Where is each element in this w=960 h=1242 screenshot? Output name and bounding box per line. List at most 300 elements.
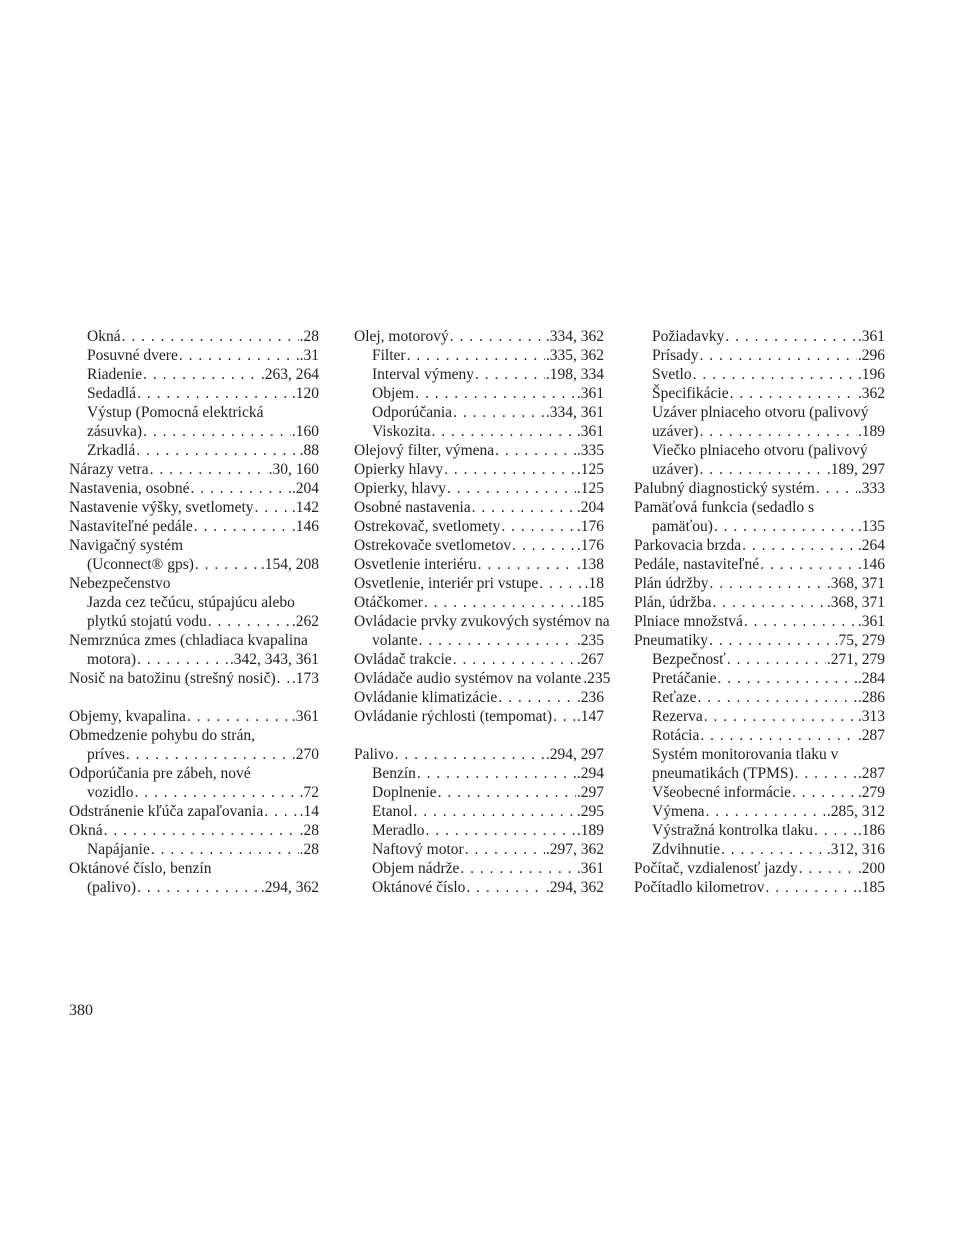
entry-text: Objem nádrže	[372, 860, 460, 877]
index-subentry	[634, 840, 885, 859]
dot-leader	[465, 840, 545, 859]
page-reference: .146	[857, 556, 885, 573]
entry-text: Ovládanie rýchlosti (tempomat)	[354, 708, 552, 725]
page-reference: .189	[857, 423, 885, 440]
index-subentry-heading: Systém monitorovania tlaku v	[652, 746, 839, 763]
page-reference: .125	[576, 480, 604, 497]
page-reference: .334, 361	[545, 404, 604, 421]
index-subentry	[634, 517, 885, 536]
dot-leader	[697, 688, 856, 707]
index-subentry-heading: Jazda cez tečúcu, stúpajúcu alebo	[87, 594, 295, 611]
page-reference: .361	[857, 328, 885, 345]
page-reference: .297	[576, 784, 604, 801]
dot-leader	[126, 745, 291, 764]
page-reference: .335	[576, 442, 604, 459]
index-entry	[354, 688, 604, 707]
dot-leader	[765, 878, 856, 897]
dot-leader	[407, 346, 545, 365]
index-subentry	[69, 650, 319, 669]
dot-leader	[706, 802, 826, 821]
page-reference: .342, 343, 361	[229, 651, 319, 668]
entry-text: Všeobecné informácie	[652, 784, 792, 801]
section-gap	[354, 726, 604, 745]
page-number: 380	[69, 1002, 93, 1019]
dot-leader	[742, 536, 857, 555]
entry-text: Zrkadlá	[87, 442, 136, 459]
index-subentry	[69, 327, 319, 346]
index-entry	[354, 479, 604, 498]
entry-text: Odstránenie kľúča zapaľovania	[69, 803, 264, 820]
index-entry	[634, 593, 885, 612]
dot-leader	[795, 764, 857, 783]
index-subentry	[69, 840, 319, 859]
entry-text: Benzín	[372, 765, 416, 782]
dot-leader	[104, 821, 299, 840]
entry-text: Nastaviteľné pedále	[69, 518, 193, 535]
index-subentry	[354, 821, 604, 840]
dot-leader	[135, 783, 299, 802]
dot-leader	[699, 460, 825, 479]
dot-leader	[460, 859, 576, 878]
dot-leader	[264, 802, 298, 821]
index-entry-heading: Odporúčania pre zábeh, nové	[69, 765, 251, 782]
dot-leader	[760, 555, 857, 574]
index-subentry	[634, 460, 885, 479]
dot-leader	[700, 726, 857, 745]
index-subentry	[69, 422, 319, 441]
page-reference: .285, 312	[826, 803, 885, 820]
page-reference: .138	[576, 556, 604, 573]
index-subentry	[634, 669, 885, 688]
entry-text: Požiadavky	[652, 328, 725, 345]
page-reference: .294, 362	[545, 879, 604, 896]
index-entry	[69, 460, 319, 479]
dot-leader	[424, 593, 576, 612]
entry-text: Osvetlenie, interiér pri vstupe	[354, 575, 539, 592]
index-subentry	[354, 878, 604, 897]
dot-leader	[799, 859, 857, 878]
dot-leader	[417, 764, 576, 783]
page-reference: .295	[576, 803, 604, 820]
dot-leader	[816, 479, 857, 498]
page-reference: .235	[576, 632, 604, 649]
entry-text: Ostrekovače svetlometov	[354, 537, 512, 554]
page-reference: .279	[857, 784, 885, 801]
section-gap	[69, 688, 319, 707]
page-reference: .147	[576, 708, 604, 725]
entry-text: Reťaze	[652, 689, 697, 706]
entry-text: Nosič na batožinu (strešný nosič)	[69, 670, 276, 687]
entry-text: volante	[372, 632, 418, 649]
dot-leader	[501, 517, 576, 536]
dot-leader	[727, 650, 826, 669]
dot-leader	[426, 821, 576, 840]
index-subentry	[69, 384, 319, 403]
index-subentry	[69, 441, 319, 460]
index-entry-heading: Ovládacie prvky zvukových systémov na	[354, 613, 610, 630]
page-reference: .313	[857, 708, 885, 725]
entry-text: Objem	[372, 385, 415, 402]
dot-leader	[415, 384, 576, 403]
index-entry	[69, 517, 319, 536]
page-reference: .361	[857, 613, 885, 630]
index-subentry	[634, 346, 885, 365]
page-reference: .267	[576, 651, 604, 668]
page-reference: .236	[576, 689, 604, 706]
page-reference: .120	[291, 385, 319, 402]
entry-text: vozidlo	[87, 784, 134, 801]
index-subentry	[634, 384, 885, 403]
entry-text: Pneumatiky	[634, 632, 709, 649]
index-subentry	[354, 802, 604, 821]
entry-text: Interval výmeny	[372, 366, 475, 383]
entry-text: Napájanie	[87, 841, 150, 858]
index-subentry	[69, 365, 319, 384]
page-reference: .189	[576, 822, 604, 839]
index-entry	[634, 574, 885, 593]
page-reference: .14	[299, 803, 319, 820]
page-reference: .361	[291, 708, 319, 725]
dot-leader	[194, 517, 291, 536]
index-entry	[354, 327, 604, 346]
index-subentry	[354, 346, 604, 365]
index-subentry-heading: Výstup (Pomocná elektrická	[87, 404, 264, 421]
index-entry	[634, 859, 885, 878]
dot-leader	[450, 327, 545, 346]
page-reference: .270	[291, 746, 319, 763]
entry-text: (Uconnect® gps)	[87, 556, 194, 573]
index-entry	[354, 517, 604, 536]
dot-leader	[712, 593, 825, 612]
index-subentry	[634, 365, 885, 384]
index-subentry	[354, 631, 604, 650]
page-reference: .287	[857, 727, 885, 744]
entry-text: uzáver)	[652, 461, 699, 478]
index-subentry	[354, 365, 604, 384]
entry-text: Palubný diagnostický systém	[634, 480, 815, 497]
entry-text: Etanol	[372, 803, 413, 820]
index-entry	[634, 536, 885, 555]
dot-leader	[495, 441, 576, 460]
entry-text: Plán, údržba	[634, 594, 712, 611]
entry-text: uzáver)	[652, 423, 699, 440]
page-reference: .361	[576, 423, 604, 440]
page-reference: .176	[576, 537, 604, 554]
index-subentry	[354, 422, 604, 441]
entry-text: Olej, motorový	[354, 328, 449, 345]
index-subentry	[354, 403, 604, 422]
page-reference: .160	[291, 423, 319, 440]
entry-text: Plniace množstvá	[634, 613, 743, 630]
page-reference: .264	[857, 537, 885, 554]
entry-text: zásuvka)	[87, 423, 143, 440]
dot-leader	[512, 536, 576, 555]
page-reference: .189, 297	[826, 461, 885, 478]
entry-text: Okná	[87, 328, 121, 345]
page-reference: .30, 160	[268, 461, 319, 478]
page-reference: .287	[857, 765, 885, 782]
entry-text: Nastavenia, osobné	[69, 480, 190, 497]
index-entry	[354, 593, 604, 612]
page-reference: .312, 316	[826, 841, 885, 858]
entry-text: Ovládače audio systémov na volante	[354, 670, 582, 687]
dot-leader	[136, 441, 298, 460]
entry-text: (palivo)	[87, 879, 137, 896]
index-subentry	[634, 764, 885, 783]
dot-leader	[137, 384, 291, 403]
entry-text: Plán údržby	[634, 575, 709, 592]
index-subentry	[69, 346, 319, 365]
dot-leader	[730, 384, 857, 403]
entry-text: Rezerva	[652, 708, 703, 725]
page-reference: .186	[857, 822, 885, 839]
entry-text: Viskozita	[372, 423, 431, 440]
dot-leader	[137, 650, 229, 669]
page-reference: .28	[299, 841, 319, 858]
entry-text: motora)	[87, 651, 137, 668]
dot-leader	[143, 365, 260, 384]
index-entry	[69, 802, 319, 821]
dot-leader	[704, 707, 857, 726]
index-entry-heading: Obmedzenie pohybu do strán,	[69, 727, 255, 744]
dot-leader	[255, 498, 291, 517]
entry-text: Opierky, hlavy	[354, 480, 446, 497]
dot-leader	[187, 707, 291, 726]
dot-leader	[195, 555, 260, 574]
index-entry	[354, 460, 604, 479]
index-entry	[354, 707, 604, 726]
entry-text: Ovládač trakcie	[354, 651, 452, 668]
index-entry-heading: Oktánové číslo, benzín	[69, 860, 212, 877]
dot-leader	[709, 574, 825, 593]
dot-leader	[453, 650, 576, 669]
dot-leader	[744, 612, 857, 631]
index-entry-heading: Nemrznúca zmes (chladiaca kvapalina	[69, 632, 308, 649]
index-subentry	[634, 783, 885, 802]
dot-leader	[179, 346, 299, 365]
page-reference: .88	[299, 442, 319, 459]
entry-text: Objemy, kvapalina	[69, 708, 186, 725]
dot-leader	[466, 878, 544, 897]
index-subentry	[634, 422, 885, 441]
entry-text: Bezpečnosť	[652, 651, 726, 668]
dot-leader	[498, 688, 576, 707]
page-reference: .335, 362	[545, 347, 604, 364]
dot-leader	[700, 346, 857, 365]
dot-leader	[718, 669, 857, 688]
index-subentry	[634, 707, 885, 726]
index-entry	[69, 498, 319, 517]
index-subentry	[634, 650, 885, 669]
entry-text: Palivo	[354, 746, 394, 763]
dot-leader	[475, 365, 545, 384]
dot-leader	[699, 422, 856, 441]
page-reference: .334, 362	[545, 328, 604, 345]
dot-leader	[792, 783, 857, 802]
index-subentry	[354, 783, 604, 802]
index-subentry	[354, 764, 604, 783]
index-subentry	[69, 555, 319, 574]
index-entry	[354, 536, 604, 555]
dot-leader	[721, 840, 826, 859]
index-entry	[354, 441, 604, 460]
entry-text: Pedále, nastaviteľné	[634, 556, 760, 573]
dot-leader	[277, 669, 291, 688]
index-column-3	[634, 327, 885, 897]
entry-text: Zdvihnutie	[652, 841, 721, 858]
index-entry	[634, 479, 885, 498]
entry-text: Svetlo	[652, 366, 692, 383]
entry-text: Osvetlenie interiéru	[354, 556, 477, 573]
page-reference: .294, 297	[545, 746, 604, 763]
entry-text: Filter	[372, 347, 406, 364]
entry-text: Naftový motor	[372, 841, 464, 858]
page-reference: .204	[576, 499, 604, 516]
page-reference: .294, 362	[260, 879, 319, 896]
page-reference: .185	[857, 879, 885, 896]
page-reference: .135	[857, 518, 885, 535]
page-reference: .263, 264	[260, 366, 319, 383]
entry-text: Prísady	[652, 347, 699, 364]
entry-text: Opierky hlavy	[354, 461, 444, 478]
entry-text: Riadenie	[87, 366, 143, 383]
index-subentry	[69, 878, 319, 897]
entry-text: Otáčkomer	[354, 594, 423, 611]
index-entry	[69, 479, 319, 498]
page-reference: .294	[576, 765, 604, 782]
entry-text: Posuvné dvere	[87, 347, 178, 364]
dot-leader	[143, 422, 291, 441]
page-reference: .196	[857, 366, 885, 383]
page-reference: .235	[583, 670, 611, 687]
index-subentry	[354, 840, 604, 859]
page-reference: .142	[291, 499, 319, 516]
index-entry	[354, 498, 604, 517]
dot-leader	[137, 878, 260, 897]
entry-text: Ovládanie klimatizácie	[354, 689, 498, 706]
dot-leader	[814, 821, 857, 840]
page-reference: .185	[576, 594, 604, 611]
index-entry	[354, 555, 604, 574]
index-subentry	[634, 802, 885, 821]
index-entry	[354, 574, 604, 593]
entry-text: Doplnenie	[372, 784, 437, 801]
page-reference: .271, 279	[826, 651, 885, 668]
page-reference: .296	[857, 347, 885, 364]
index-entry-heading: Nebezpečenstvo	[69, 575, 171, 592]
dot-leader	[395, 745, 545, 764]
index-subentry	[634, 821, 885, 840]
entry-text: Pretáčanie	[652, 670, 717, 687]
page-reference: .146	[291, 518, 319, 535]
index-entry	[69, 821, 319, 840]
dot-leader	[472, 498, 576, 517]
index-entry-heading: Pamäťová funkcia (sedadlo s	[634, 499, 815, 516]
index-entry	[354, 669, 611, 688]
dot-leader	[693, 365, 857, 384]
page-reference: .297, 362	[545, 841, 604, 858]
index-subentry	[634, 726, 885, 745]
dot-leader	[447, 479, 576, 498]
dot-leader	[122, 327, 299, 346]
index-entry	[354, 650, 604, 669]
page-reference: .75, 279	[834, 632, 885, 649]
dot-leader	[709, 631, 834, 650]
dot-leader	[438, 783, 576, 802]
dot-leader	[714, 517, 857, 536]
entry-text: Nárazy vetra	[69, 461, 149, 478]
page-reference: .204	[291, 480, 319, 497]
index-entry	[634, 878, 885, 897]
index-subentry	[354, 859, 604, 878]
index-subentry	[69, 745, 319, 764]
entry-text: Okná	[69, 822, 103, 839]
dot-leader	[151, 840, 299, 859]
dot-leader	[431, 422, 575, 441]
index-entry	[634, 555, 885, 574]
dot-leader	[453, 403, 545, 422]
page-reference: .28	[299, 822, 319, 839]
entry-text: Rotácia	[652, 727, 700, 744]
dot-leader	[444, 460, 576, 479]
index-entry	[634, 612, 885, 631]
page-reference: .284	[857, 670, 885, 687]
index-entry	[634, 631, 885, 650]
page-reference: .362	[857, 385, 885, 402]
index-subentry	[354, 384, 604, 403]
page-reference: .173	[291, 670, 319, 687]
dot-leader	[150, 460, 268, 479]
entry-text: Počítadlo kilometrov	[634, 879, 765, 896]
page-reference: .262	[291, 613, 319, 630]
entry-text: Nastavenie výšky, svetlomety	[69, 499, 254, 516]
page-reference: .200	[857, 860, 885, 877]
page-reference: .125	[576, 461, 604, 478]
page-reference: .72	[299, 784, 319, 801]
entry-text: príves	[87, 746, 125, 763]
index-subentry-heading: Uzáver plniaceho otvoru (palivový	[652, 404, 869, 421]
entry-text: Olejový filter, výmena	[354, 442, 495, 459]
entry-text: plytkú stojatú vodu	[87, 613, 207, 630]
page-reference: .333	[857, 480, 885, 497]
page-reference: .368, 371	[826, 594, 885, 611]
page-reference: .31	[299, 347, 319, 364]
dot-leader	[553, 707, 576, 726]
page-reference: .286	[857, 689, 885, 706]
dot-leader	[539, 574, 583, 593]
entry-text: Oktánové číslo	[372, 879, 466, 896]
index-entry	[69, 707, 319, 726]
dot-leader	[191, 479, 291, 498]
page-reference: .361	[576, 385, 604, 402]
entry-text: Meradlo	[372, 822, 425, 839]
index-subentry	[69, 612, 319, 631]
entry-text: pamäťou)	[652, 518, 713, 535]
page-reference: .176	[576, 518, 604, 535]
page-reference: .368, 371	[826, 575, 885, 592]
page-reference: .18	[584, 575, 604, 592]
entry-text: Parkovacia brzda	[634, 537, 742, 554]
entry-text: Odporúčania	[372, 404, 453, 421]
index-subentry	[69, 783, 319, 802]
dot-leader	[413, 802, 575, 821]
entry-text: Osobné nastavenia	[354, 499, 471, 516]
index-column-1	[69, 327, 319, 897]
entry-text: Výmena	[652, 803, 705, 820]
entry-text: Ostrekovač, svetlomety	[354, 518, 501, 535]
index-subentry	[634, 688, 885, 707]
page-reference: .198, 334	[545, 366, 604, 383]
